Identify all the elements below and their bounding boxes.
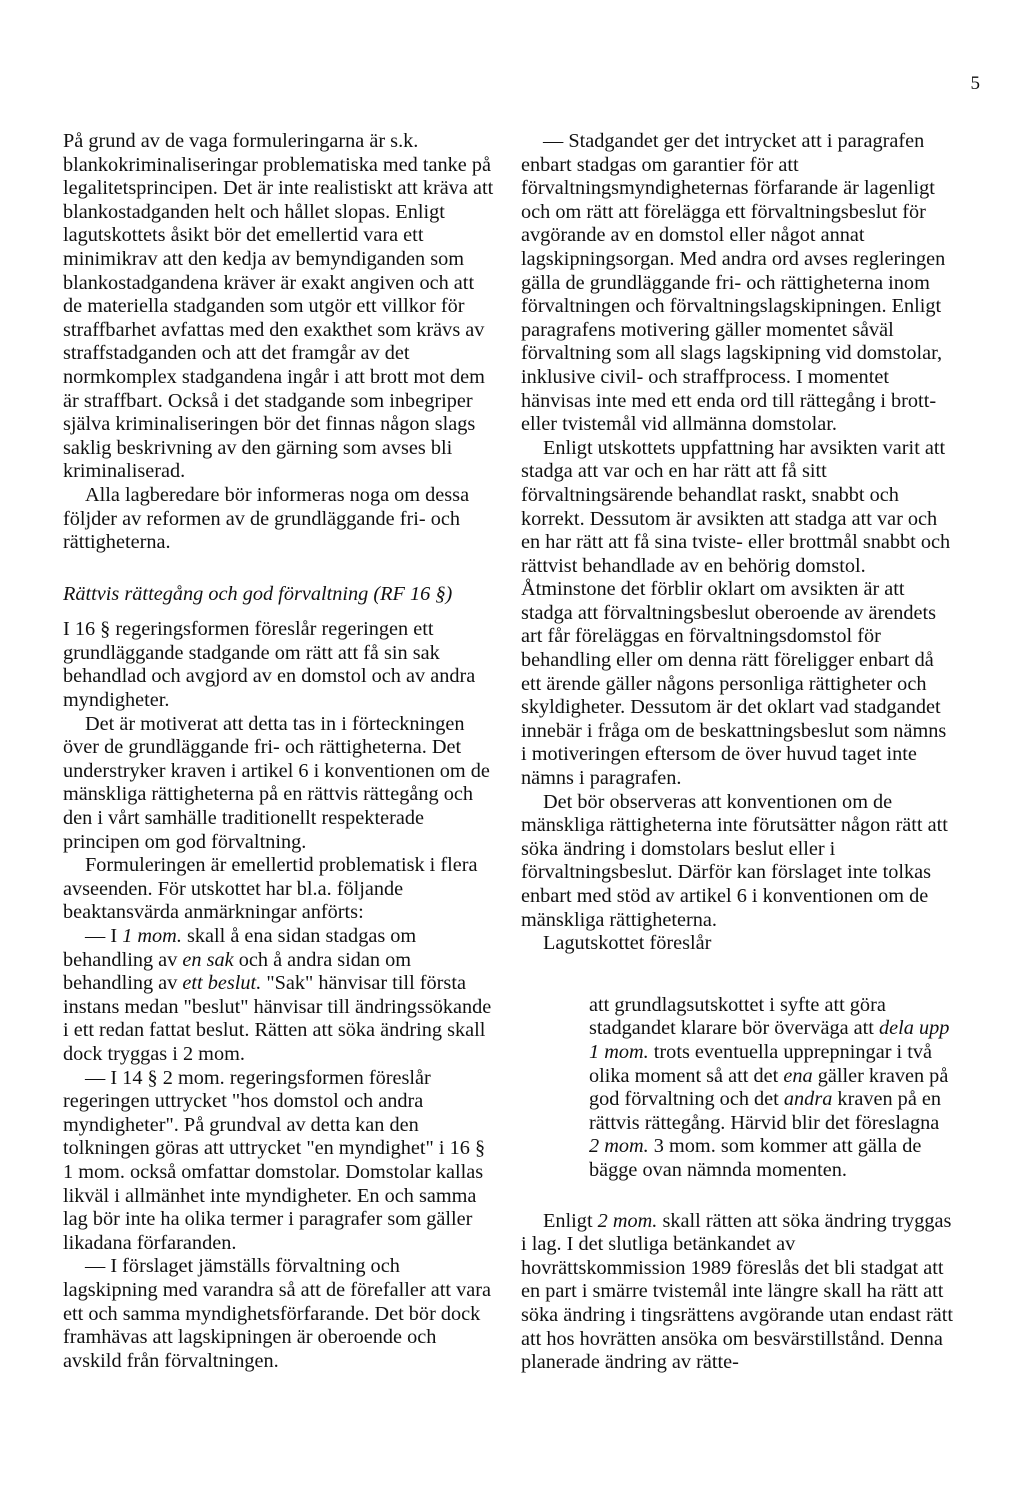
text-run: skall å ena sidan stadgas om behandling av (63, 925, 417, 971)
proposal-block (589, 994, 953, 1183)
emphasis: ena (783, 1064, 813, 1087)
text-run: att grundlagsutskottet i syfte att göra stadgandet klarare bör överväga att (589, 993, 886, 1040)
paragraph: Lagutskottet föreslår (543, 932, 712, 955)
section-heading: Rättvis rättegång och god förvaltning (RF 16 §) (63, 582, 453, 605)
paragraph: Det bör observeras att konventionen om de mänskliga rättigheterna inte förutsätter någon rätt att söka ändring i domstolars beslut eller i förvaltningsbeslut. Därför kan förslaget inte tolkas enbart med stöd av artikel 6 i konventionen om de mänskliga rättigheterna. (521, 790, 948, 931)
paragraph: Alla lagberedare bör informeras noga om dessa följder av reformen av de grundläggande fri- och rättigheterna. (63, 483, 470, 554)
text-run: 3 mom. som kommer att gälla de bägge ovan nämnda momenten. (589, 1135, 922, 1181)
emphasis: 1 mom. (122, 925, 182, 947)
text-run: kraven på en rättvis rättegång. Härvid blir det föreslagna (589, 1088, 942, 1134)
emphasis: en sak (182, 948, 234, 971)
text-run: Enligt (543, 1209, 598, 1232)
paragraph: — Stadgandet ger det intrycket att i paragrafen enbart stadgas om garantier för att förvaltningsmyndigheternas förfarande är lagenligt och om rätt att förelägga ett förvaltningsbeslut för avgörande av en domstol eller något annat lagskipningsorgan. Med andra ord avses regleringen gälla de grundläggande fri- och rättigheterna inom förvaltningen och förvaltningslagskipningen. Enligt paragrafens motivering gäller momentet såväl förvaltning som all slags lagskipning vid domstolar, inklusive civil- och straffprocess. I momentet hänvisas inte med ett enda ord till rättegång i brott- eller tvistemål vid allmänna domstolar. (521, 130, 946, 436)
text-run: skall rätten att söka ändring tryggas i lag. I det slutliga betänkandet av hovrättskommission 1989 föreslås det bli stadgat att en part i smärre tvistemål inte längre skall ha rätt att söka ändring i tingsrättens avgörande utan endast rätt att hos hovrätten ansöka om besvärstillstånd. Denna planerade ändring av rätte- (521, 1209, 953, 1374)
text-run: — I (85, 925, 123, 947)
emphasis: dela upp 1 mom. (589, 1017, 950, 1063)
list-item-paragraph: — I 14 § 2 mom. regeringsformen föreslår regeringen uttrycket "hos domstol och andra myndigheter". På grundval av detta kan den tolkningen göras att uttrycket "en myndighet" i 16 § 1 mom. också omfattar domstolar. Domstolar kallas likväl i allmänhet inte myndigheter. En och samma lag bör inte ha olika termer i paragrafer som gäller likadana förfaranden. (63, 1066, 486, 1254)
left-column (63, 130, 495, 1373)
right-column (521, 130, 953, 1375)
text-run: gäller kraven på god förvaltning och det (589, 1064, 949, 1111)
emphasis: 2 mom. (589, 1135, 649, 1158)
list-item-paragraph (63, 925, 495, 1067)
proposal-text (589, 994, 953, 1183)
paragraph: Formuleringen är emellertid problematisk i flera avseenden. För utskottet har bl.a. följande beaktansvärda anmärkningar anförts: (63, 854, 478, 924)
list-item-paragraph: — I förslaget jämställs förvaltning och lagskipning med varandra så att de förefaller att vara ett och samma myndighetsförfarande. Det bör dock framhävas att lagskipningen är oberoende och avskild från förvaltningen. (63, 1255, 491, 1372)
text-run: "Sak" hänvisar till första instans medan "beslut" hänvisar till ändringssökande i ett redan fattat beslut. Rätten att söka ändring skall dock tryggas i 2 mom. (63, 972, 492, 1065)
text-run: och å andra sidan om behandling av (63, 948, 412, 995)
paragraph (521, 1210, 953, 1375)
page-number: 5 (970, 73, 980, 94)
paragraph: Det är motiverat att detta tas in i förteckningen över de grundläggande fri- och rättigheterna. Det understryker kraven i artikel 6 i konventionen om de mänskliga rättigheterna på en rättvis rättegång och den i vårt samhälle traditionellt respekterade principen om god förvaltning. (63, 712, 490, 853)
paragraph: På grund av de vaga formuleringarna är s.k. blankokriminaliseringar problematiska med tanke på legalitetsprincipen. Det är inte realistiskt att kräva att blankostadganden helt och hållet slopas. Enligt lagutskottets åsikt bör det emellertid vara ett minimikrav att den kedja av bemyndiganden som blankostadgandena kräver är exakt angiven och att de materiella stadganden som utgör ett villkor för straffbarhet avfattas med den exakthet som krävs av straffstadganden och att det framgår av det normkomplex stadgandena ingår i att brott mot dem är straffbart. Också i det stadgande som inbegriper själva kriminaliseringen bör det finnas någon slags saklig beskrivning av den gärning som avses bli kriminaliserad. (63, 130, 494, 483)
emphasis: ett beslut. (182, 972, 262, 995)
paragraph: I 16 § regeringsformen föreslår regeringen ett grundläggande stadgande om rätt att få sin sak behandlad och avgjord av en domstol och av andra myndigheter. (63, 618, 476, 712)
emphasis: 2 mom. (597, 1209, 658, 1232)
emphasis: andra (783, 1088, 833, 1111)
text-run: trots eventuella upprepningar i två olika moment så att det (589, 1040, 933, 1087)
paragraph: Enligt utskottets uppfattning har avsikten varit att stadga att var och en har rätt att få sitt förvaltningsärende behandlat raskt, snabbt och korrekt. Dessutom är avsikten att stadga att var och en har rätt att få sina tviste- eller brottmål snabbt och rättvist behandlade av en behörig domstol. Åtminstone det förblir oklart om avsikten är att stadga att förvaltningsbeslut oberoende av ärendets art får föreläggas en förvaltningsdomstol för behandling eller om denna rätt föreligger enbart då ett ärende gäller någons personliga rättigheter och skyldigheter. Dessutom är det oklart vad stadgandet innebär i fråga om de beskattningsbeslut som nämns i motiveringen eftersom de över huvud taget inte nämns i paragrafen. (521, 436, 951, 790)
